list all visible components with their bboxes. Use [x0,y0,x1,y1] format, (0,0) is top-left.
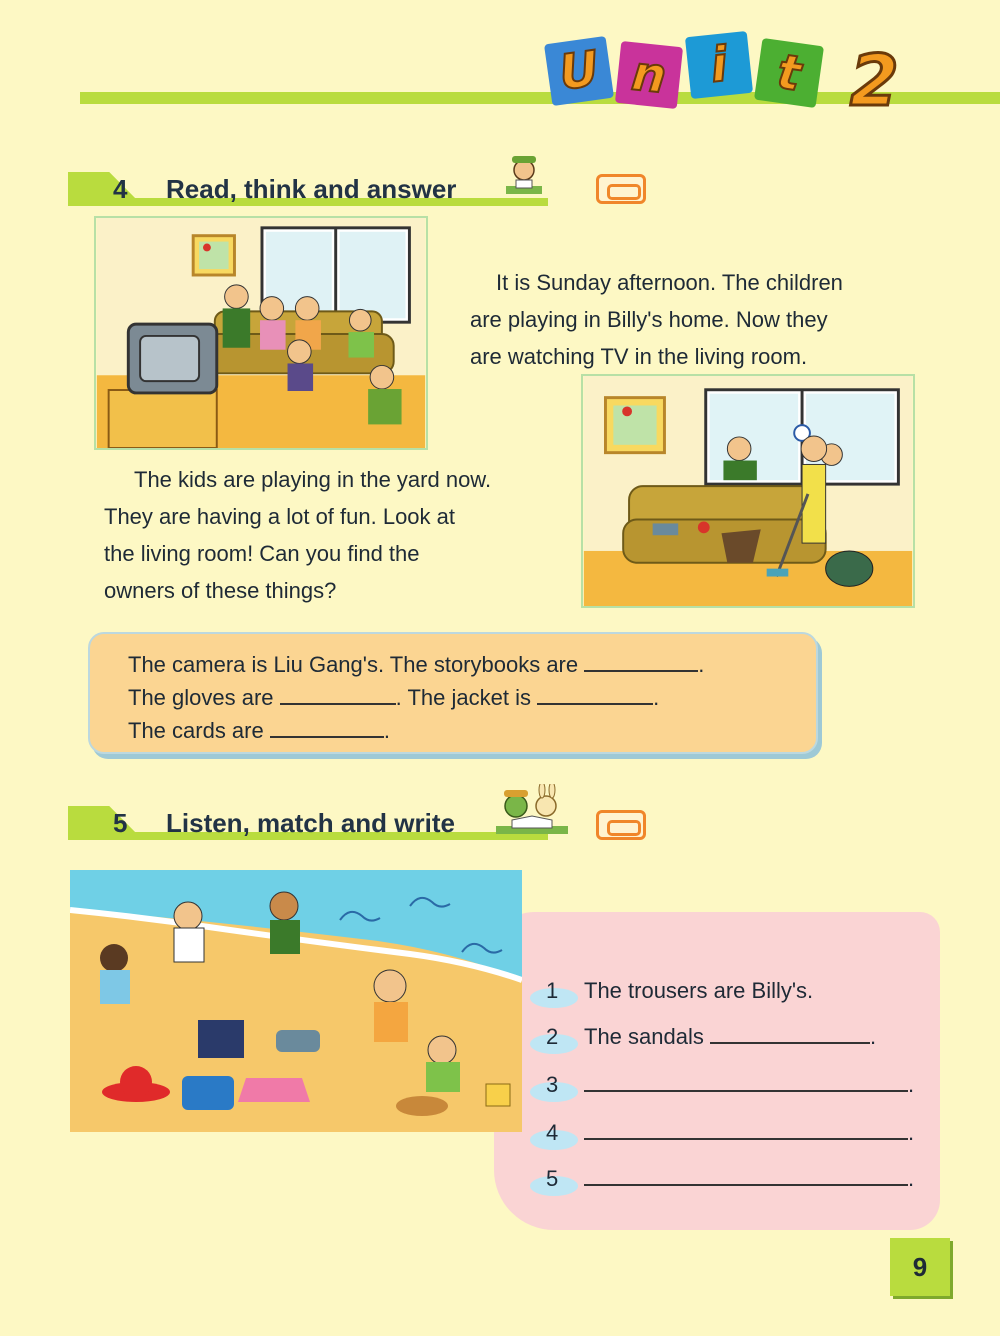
reading-paragraph-1: It is Sunday afternoon. The children are playing in Billy's home. Now they are watching TV in the living room. [470,270,843,369]
unit-number: 2 [850,40,899,122]
living-room-illustration [94,216,428,450]
unit-letter-tile: i [685,31,753,99]
section-number: 4 [113,174,128,204]
messy-living-room-illustration [581,374,915,608]
answer-blank[interactable] [710,1024,870,1044]
section-title: Read, think and answer [166,174,457,204]
unit-title [548,30,848,120]
answer-blank[interactable] [270,718,384,738]
answer-blank[interactable] [280,685,396,705]
audio-tape-icon[interactable] [596,810,646,840]
answer-blank[interactable] [584,1166,908,1186]
unit-letter-tile: n [615,41,683,109]
section-4-header [68,172,568,206]
answer-blank[interactable] [537,685,653,705]
page-number: 9 [890,1238,950,1296]
match-item-4: 4 . [530,1120,930,1154]
answer-blank[interactable] [584,1120,908,1140]
match-item-3: 3 . [530,1072,930,1106]
answer-line-1: The camera is Liu Gang's. The storybooks are . [128,652,705,677]
unit-letter-tile: t [754,38,824,108]
match-item-1: 1 The trousers are Billy's. [530,978,930,1012]
answer-line-3: The cards are . [128,718,390,743]
section-title: Listen, match and write [166,808,455,838]
answer-blank[interactable] [584,652,698,672]
listening-characters-icon [490,784,574,840]
beach-illustration [70,870,522,1132]
answer-line-2: The gloves are . The jacket is . [128,685,660,710]
answer-blank[interactable] [584,1072,908,1092]
audio-tape-icon[interactable] [596,174,646,204]
reading-character-icon [498,150,548,200]
section-number: 5 [113,808,128,838]
unit-letter-tile: U [544,36,614,106]
reading-paragraph-2: The kids are playing in the yard now. They are having a lot of fun. Look at the living room! Can you find the owners of these things? [104,467,492,603]
match-item-2: 2 The sandals . [530,1024,930,1058]
answer-box [88,632,818,754]
match-item-5: 5 . [530,1166,930,1200]
